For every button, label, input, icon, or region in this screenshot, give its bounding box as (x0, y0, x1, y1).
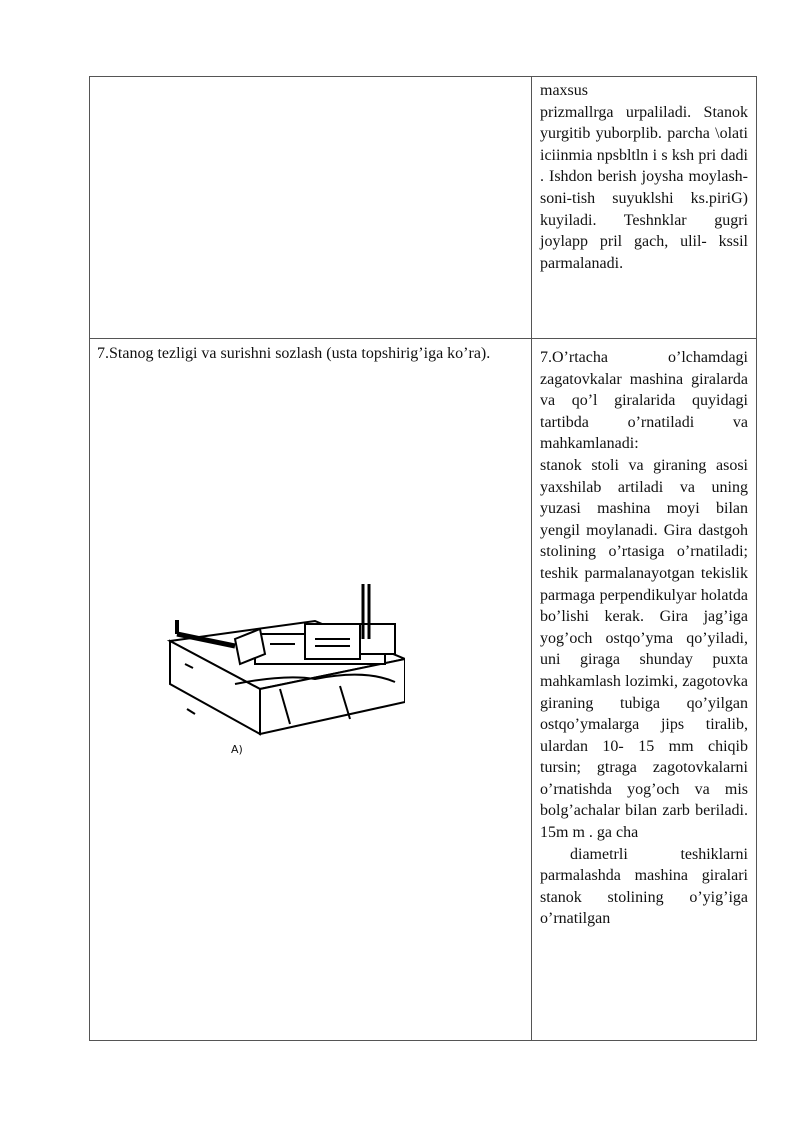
cell-text-paragraph: 7.O’rtacha o’lchamdagi zagatovkalar mashina giralarda va qo’l giralarida quyidagi tartibda o’rnatiladi va mahkamlanadi: (540, 349, 748, 453)
cell-text-paragraph: diametrli teshiklarni parmalashda mashina giralari stanok stolining o’yig’iga o’rnatilgan (540, 845, 748, 928)
cell-text-paragraph: stanok stoli va giraning asosi yaxshilab artiladi va uning yuzasi mashina moyi bilan yengil moylanadi. Gira dastgoh stolining o’rtasiga o’rnatiladi; teshik parmalanayotgan tekislik parmaga perpendikulyar holatda bo’lishi kerak. Gira jag’iga yog’och ostqo’yma qo’yiladi, uni giraga shunday puxta mahkamlash lozimki, zagotovka giraning tubiga qo’yilgan ostqo’ymalarga jips tiralib, ulardan 10- 15 mm chiqib tursin; gtraga zagotovkalarni o’rnatishda yog’och va mis bolg’achalar bilan zarb beriladi. 15m m . ga cha (540, 456, 748, 842)
cell-text-line: maxsus (540, 82, 588, 99)
cell-text-paragraph: prizmallrga urpaliladi. Stanok yurgitib yuborplib. parcha \olati iciinmia npsbltln i s ksh pri dadi . Ishdon berish joysha moylash-soni-tish suyuklshi ks.piriG) kuyiladi. Teshnklar gugri joylapp pril gach, ulil- kssil parmalanadi. (540, 103, 748, 272)
table-row (90, 339, 757, 1041)
table-cell-instructions (532, 77, 757, 339)
table-cell-empty (90, 77, 532, 339)
document-table (89, 76, 757, 1041)
step-text: 7.Stanog tezligi va surishni sozlash (usta topshirig’iga ko’ra). (97, 345, 491, 362)
drill-vise-illustration (165, 584, 405, 784)
table-cell-step (90, 339, 532, 1041)
table-row (90, 77, 757, 339)
table-cell-instructions (532, 339, 757, 1041)
figure-caption: A) (231, 743, 243, 756)
